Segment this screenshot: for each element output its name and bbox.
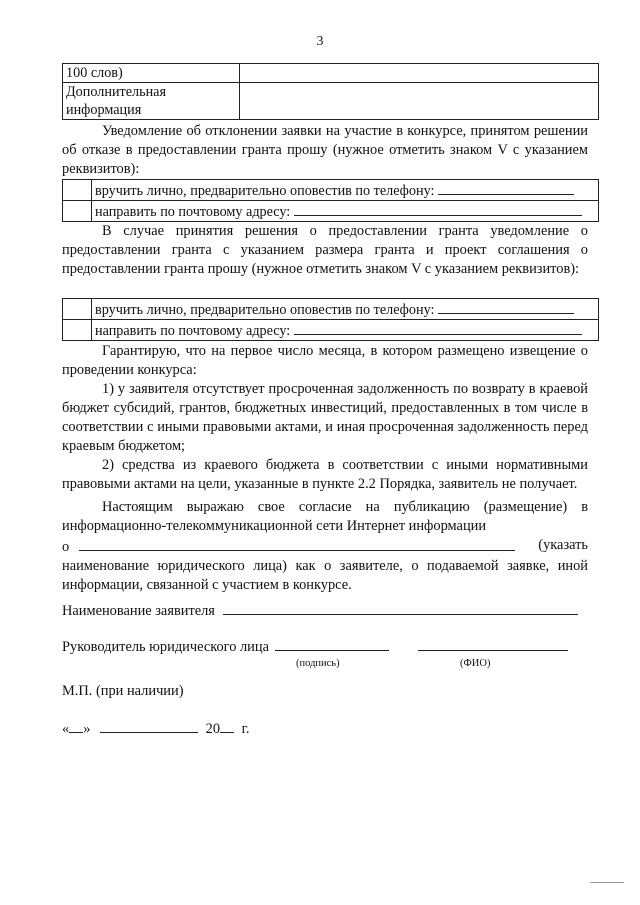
section1-intro: Уведомление об отклонении заявки на участие в конкурсе, принятом решении об отказе в предоставлении гранта прошу (нужное отметить знаком V с указанием реквизитов):: [62, 123, 588, 177]
guarantee-block: [62, 342, 588, 494]
head-label: Руководитель юридического лица: [62, 639, 269, 655]
delivery-options-table-2: [62, 298, 599, 341]
applicant-name-row: [62, 600, 588, 621]
table-row: [63, 299, 599, 320]
consent-blank-line[interactable]: [79, 536, 515, 551]
guarantee-item-2: 2) средства из краевого бюджета в соответствии с иными нормативными правовыми актами на цели, указанные в пункте 2.2 Порядка, заявитель не получает.: [62, 457, 588, 492]
option-cell: вручить лично, предварительно оповестив по телефону:: [92, 180, 599, 201]
checkbox-cell[interactable]: [63, 299, 92, 320]
address-blank-line[interactable]: [294, 320, 582, 335]
year-blank-line[interactable]: [220, 718, 234, 733]
table-cell-empty: [240, 64, 599, 83]
table-row: [63, 180, 599, 201]
month-blank-line[interactable]: [100, 718, 198, 733]
date-row: « » 20 г.: [62, 718, 250, 739]
table-row: [63, 64, 599, 83]
fio-line[interactable]: [418, 636, 568, 651]
edge-mark: [590, 882, 624, 883]
phone-blank-line[interactable]: [438, 180, 574, 195]
table-row: [63, 201, 599, 222]
table-row: [63, 83, 599, 120]
delivery-options-table-1: [62, 179, 599, 222]
signature-caption: (подпись): [296, 658, 340, 669]
guarantee-intro: Гарантирую, что на первое число месяца, в котором размещено извещение о проведении конкурса:: [62, 343, 588, 378]
day-blank-line[interactable]: [69, 718, 83, 733]
table-row: [63, 320, 599, 341]
page-number: 3: [316, 34, 324, 49]
address-blank-line[interactable]: [294, 201, 582, 216]
section2-intro: В случае принятия решения о предоставлении гранта уведомление о предоставлении гранта с указанием размера гранта и проект соглашения о предоставлении гранта прошу (нужное отметить знаком V с указанием реквизитов):: [62, 223, 588, 277]
consent-blank-row: о (указать: [62, 537, 588, 555]
table-cell: 100 слов): [63, 64, 240, 83]
fio-caption: (ФИО): [460, 658, 491, 669]
guarantee-item-1: 1) у заявителя отсутствует просроченная задолженность по возврату в краевой бюджет субсидий, грантов, бюджетных инвестиций, предоставленных в том числе в соответствии с иными правовыми актами, и иная просроченная задолженность перед краевым бюджетом;: [62, 381, 588, 454]
consent-rest: наименование юридического лица) как о заявителе, о подаваемой заявке, иной информации, связанной с участием в конкурсе.: [62, 558, 588, 593]
applicant-name-label: Наименование заявителя: [62, 603, 215, 619]
option-cell: вручить лично, предварительно оповестив по телефону:: [92, 299, 599, 320]
option-cell: направить по почтовому адресу:: [92, 320, 599, 341]
consent-line: Настоящим выражаю свое согласие на публикацию (размещение) в информационно-телекоммуникационной сети Интернет информации: [62, 499, 588, 534]
checkbox-cell[interactable]: [63, 180, 92, 201]
signature-line[interactable]: [275, 636, 389, 651]
checkbox-cell[interactable]: [63, 320, 92, 341]
info-table: [62, 63, 599, 120]
table-cell: Дополнительная информация: [63, 83, 240, 120]
table-cell-empty: [240, 83, 599, 120]
stamp-label: М.П. (при наличии): [62, 683, 184, 699]
phone-blank-line[interactable]: [438, 299, 574, 314]
checkbox-cell[interactable]: [63, 201, 92, 222]
applicant-name-line[interactable]: [223, 600, 578, 615]
option-cell: направить по почтовому адресу:: [92, 201, 599, 222]
consent-block: [62, 498, 588, 595]
